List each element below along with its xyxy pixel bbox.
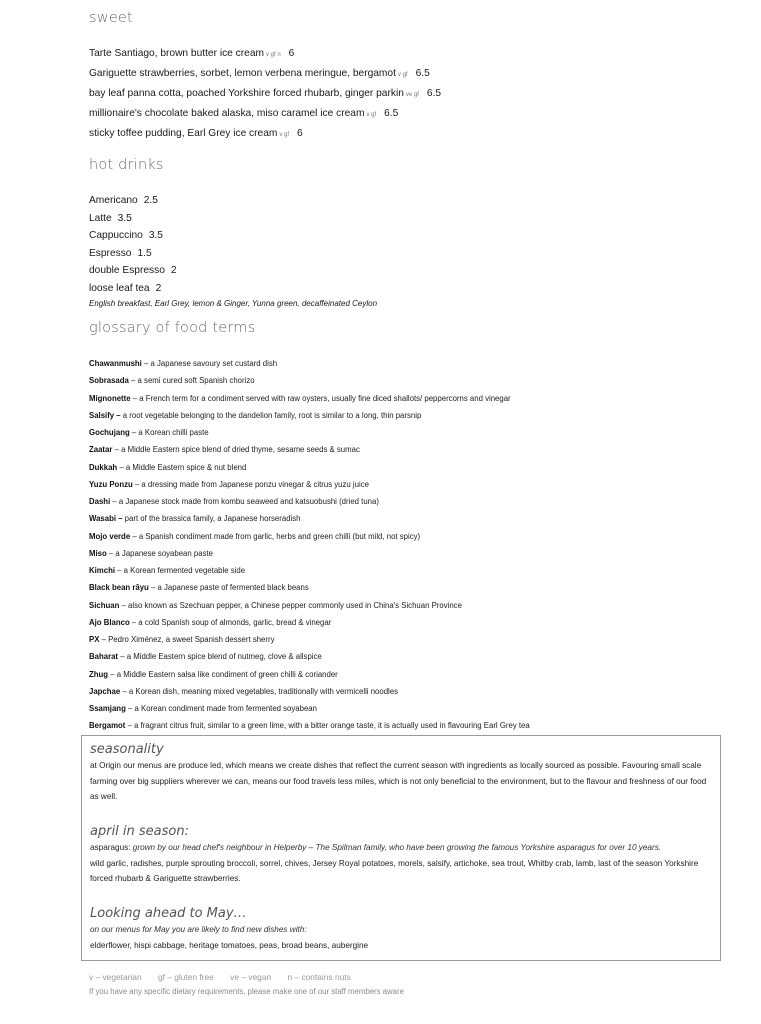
item-name: double Espresso: [89, 265, 165, 277]
item-name: loose leaf tea: [89, 282, 150, 294]
glossary-term: Sobrasada: [89, 376, 129, 386]
april-produce: wild garlic, radishes, purple sprouting broccoli, sorrel, chives, Jersey Royal potatoes, morels, salsify, artichoke, sea trout, Whitby crab, lamb, last of the season Yorkshire forced rhubarb & Gariguette strawberries.: [90, 858, 699, 883]
drink-item: [89, 229, 377, 247]
glossary-term: Bergamot: [89, 721, 126, 731]
glossary-term: Mojo verde: [89, 531, 131, 541]
drink-item: [89, 247, 377, 265]
glossary-item: [89, 634, 530, 651]
glossary-definition: – a fragrant citrus fruit, similar to a green lime, with a bitter orange taste, it is actually used in flavouring Earl Grey tea: [125, 721, 530, 731]
dietary-tags: v gf: [397, 72, 408, 78]
item-price: 1.5: [137, 247, 152, 259]
glossary-definition: – a French term for a condiment served with raw oysters, usually fine diced shallots/ peppercorns and vinegar: [130, 393, 511, 403]
item-price: 6: [297, 128, 303, 139]
glossary-item: [89, 410, 530, 427]
glossary-definition: – a Middle Eastern spice blend of dried thyme, sesame seeds & sumac: [112, 445, 360, 455]
glossary-section-title: glossary of food terms: [89, 320, 256, 336]
item-price: 2: [170, 265, 177, 277]
seasonality-block: [90, 742, 712, 805]
glossary-item: [89, 444, 530, 461]
legend-vegan: ve – vegan: [230, 972, 272, 982]
glossary-term: PX: [89, 635, 100, 644]
seasonality-box: [81, 735, 721, 961]
item-price: 2.5: [143, 195, 158, 206]
glossary-definition: – a semi cured soft Spanish chorizo: [128, 376, 255, 386]
sweet-item: [89, 67, 441, 87]
glossary-definition: a root vegetable belonging to the dandelion family, root is similar to a long, thin parsnip: [120, 410, 422, 420]
item-price: 3.5: [148, 230, 163, 242]
legend-gluten-free: gf – gluten free: [157, 972, 214, 982]
tea-varieties-note: English breakfast, Earl Grey, lemon & Ginger, Yunna green, decaffeinated Ceylon: [89, 298, 378, 308]
glossary-item: [89, 703, 530, 720]
glossary-item: [89, 513, 530, 530]
glossary-item: [89, 669, 530, 686]
glossary-definition: – also known as Szechuan pepper, a Chinese pepper commonly used in China's Sichuan Province: [119, 600, 462, 610]
sweet-list: [89, 47, 441, 147]
glossary-item: [89, 686, 530, 703]
glossary-item: [89, 617, 530, 634]
item-name: Espresso: [89, 247, 132, 259]
glossary-definition: – a Middle Eastern spice blend of nutmeg, clove & allspice: [118, 652, 322, 662]
legend-vegetarian: v – vegetarian: [89, 972, 142, 982]
glossary-term: Miso: [89, 548, 107, 558]
glossary-term: Black bean rāyu: [89, 583, 149, 593]
sweet-item: [89, 107, 441, 127]
item-name: bay leaf panna cotta, poached Yorkshire forced rhubarb, ginger parkin: [89, 88, 404, 99]
asparagus-note: [90, 840, 712, 856]
may-produce: elderflower, hispi cabbage, heritage tomatoes, peas, broad beans, aubergine: [90, 940, 369, 950]
dietary-legend: [89, 972, 365, 982]
glossary-definition: – a Middle Eastern salsa like condiment of green chilli & coriander: [108, 669, 338, 679]
glossary-term: Wasabi –: [89, 514, 123, 524]
glossary-definition: – a Japanese savoury set custard dish: [141, 359, 278, 368]
glossary-item: [89, 600, 530, 617]
may-intro: [90, 922, 712, 938]
dietary-tags: ve gf: [405, 92, 419, 98]
dietary-tags: v gf: [366, 112, 377, 118]
sweet-item: [89, 87, 441, 107]
glossary-definition: – a Korean condiment made from fermented soyabean: [125, 704, 317, 713]
april-in-season-block: [90, 824, 712, 887]
dietary-tags: v gf: [279, 132, 290, 138]
glossary-item: [89, 462, 530, 479]
glossary-definition: – a Middle Eastern spice & nut blend: [117, 462, 247, 472]
drink-item: [89, 194, 377, 212]
sweet-item: [89, 47, 441, 67]
glossary-item: [89, 531, 530, 548]
glossary-item: [89, 582, 530, 599]
glossary-term: Yuzu Ponzu: [89, 479, 133, 489]
item-name: sticky toffee pudding, Earl Grey ice cream: [89, 128, 278, 139]
glossary-definition: – a Japanese paste of fermented black beans: [148, 583, 309, 593]
glossary-item: [89, 427, 530, 444]
glossary-item: [89, 358, 530, 375]
glossary-definition: – Pedro Ximénez, a sweet Spanish dessert sherry: [99, 635, 275, 644]
item-price: 6.5: [415, 68, 430, 79]
glossary-term: Sichuan: [89, 600, 120, 610]
glossary-item: [89, 651, 530, 668]
item-price: 6.5: [426, 88, 442, 99]
glossary-item: [89, 548, 530, 565]
glossary-term: Dashi: [89, 497, 111, 506]
glossary-term: Dukkah: [89, 462, 118, 472]
item-name: Tarte Santiago, brown butter ice cream: [89, 48, 264, 59]
item-price: 6.5: [384, 108, 399, 119]
item-name: millionaire's chocolate baked alaska, miso caramel ice cream: [89, 108, 365, 119]
glossary-list: [89, 358, 530, 738]
glossary-term: Japchae: [89, 686, 121, 696]
seasonality-text: at Origin our menus are produce led, which means we create dishes that reflect the current season with ingredients as locally sourced as possible. Favouring small scale farming over big suppliers wherever we can, means our food travels less miles, which is not only beneficial to the environment, but to the flavour and freshness of our food as well.: [90, 761, 707, 801]
item-name: Latte: [89, 212, 112, 224]
asparagus-label: asparagus:: [90, 843, 133, 852]
dietary-requirements-note: If you have any specific dietary requirements, please make one of our staff members aware: [89, 987, 404, 996]
glossary-term: Mignonette: [89, 393, 131, 403]
may-intro-text: on our menus for May you are likely to find new dishes with:: [90, 925, 307, 934]
glossary-definition: – a Japanese stock made from kombu seaweed and katsuobushi (dried tuna): [110, 497, 379, 506]
hot-drinks-list: [89, 194, 377, 310]
glossary-definition: part of the brassica family, a Japanese horseradish: [122, 514, 301, 524]
glossary-term: Baharat: [89, 652, 119, 662]
drink-item: [89, 212, 377, 230]
sweet-section-title: sweet: [89, 10, 133, 26]
glossary-definition: – a dressing made from Japanese ponzu vinegar & citrus yuzu juice: [132, 479, 369, 489]
drink-item: [89, 264, 377, 282]
glossary-item: [89, 565, 530, 582]
asparagus-description: grown by our head chef's neighbour in Helperby – The Spilman family, who have been growing the famous Yorkshire asparagus for over 10 years.: [132, 843, 662, 852]
may-heading: Looking ahead to May…: [90, 906, 247, 921]
glossary-item: [89, 393, 530, 410]
glossary-definition: – a Japanese soyabean paste: [106, 548, 213, 558]
seasonality-heading: seasonality: [90, 742, 164, 757]
glossary-term: Zaatar: [89, 445, 113, 455]
sweet-item: [89, 127, 441, 147]
glossary-definition: – a Korean fermented vegetable side: [115, 566, 246, 575]
glossary-item: [89, 375, 530, 392]
glossary-term: Zhug: [89, 669, 109, 679]
glossary-term: Gochujang: [89, 428, 130, 437]
may-preview-block: [90, 906, 712, 953]
item-name: Cappuccino: [89, 230, 143, 242]
glossary-definition: – a Spanish condiment made from garlic, herbs and green chilli (but mild, not spicy): [130, 531, 421, 541]
dietary-tags: v gf n: [265, 52, 281, 58]
glossary-term: Chawanmushi: [89, 359, 142, 368]
glossary-term: Ssamjang: [89, 704, 126, 713]
legend-contains-nuts: n – contains nuts: [287, 972, 351, 982]
glossary-definition: – a Korean dish, meaning mixed vegetables, traditionally with vermicelli noodles: [120, 686, 399, 696]
item-name: Gariguette strawberries, sorbet, lemon verbena meringue, bergamot: [89, 68, 396, 79]
item-price: 6: [288, 48, 295, 59]
glossary-term: Ajo Blanco: [89, 617, 130, 627]
glossary-term: Salsify –: [89, 410, 121, 420]
item-name: Americano: [89, 195, 138, 206]
item-price: 3.5: [117, 212, 132, 224]
glossary-item: [89, 496, 530, 513]
hot-drinks-section-title: hot drinks: [89, 157, 164, 173]
april-heading: april in season:: [90, 824, 189, 839]
item-price: 2: [155, 282, 162, 294]
glossary-definition: – a Korean chilli paste: [129, 428, 209, 437]
glossary-definition: – a cold Spanish soup of almonds, garlic, bread & vinegar: [129, 617, 332, 627]
glossary-term: Kimchi: [89, 566, 115, 575]
glossary-item: [89, 479, 530, 496]
